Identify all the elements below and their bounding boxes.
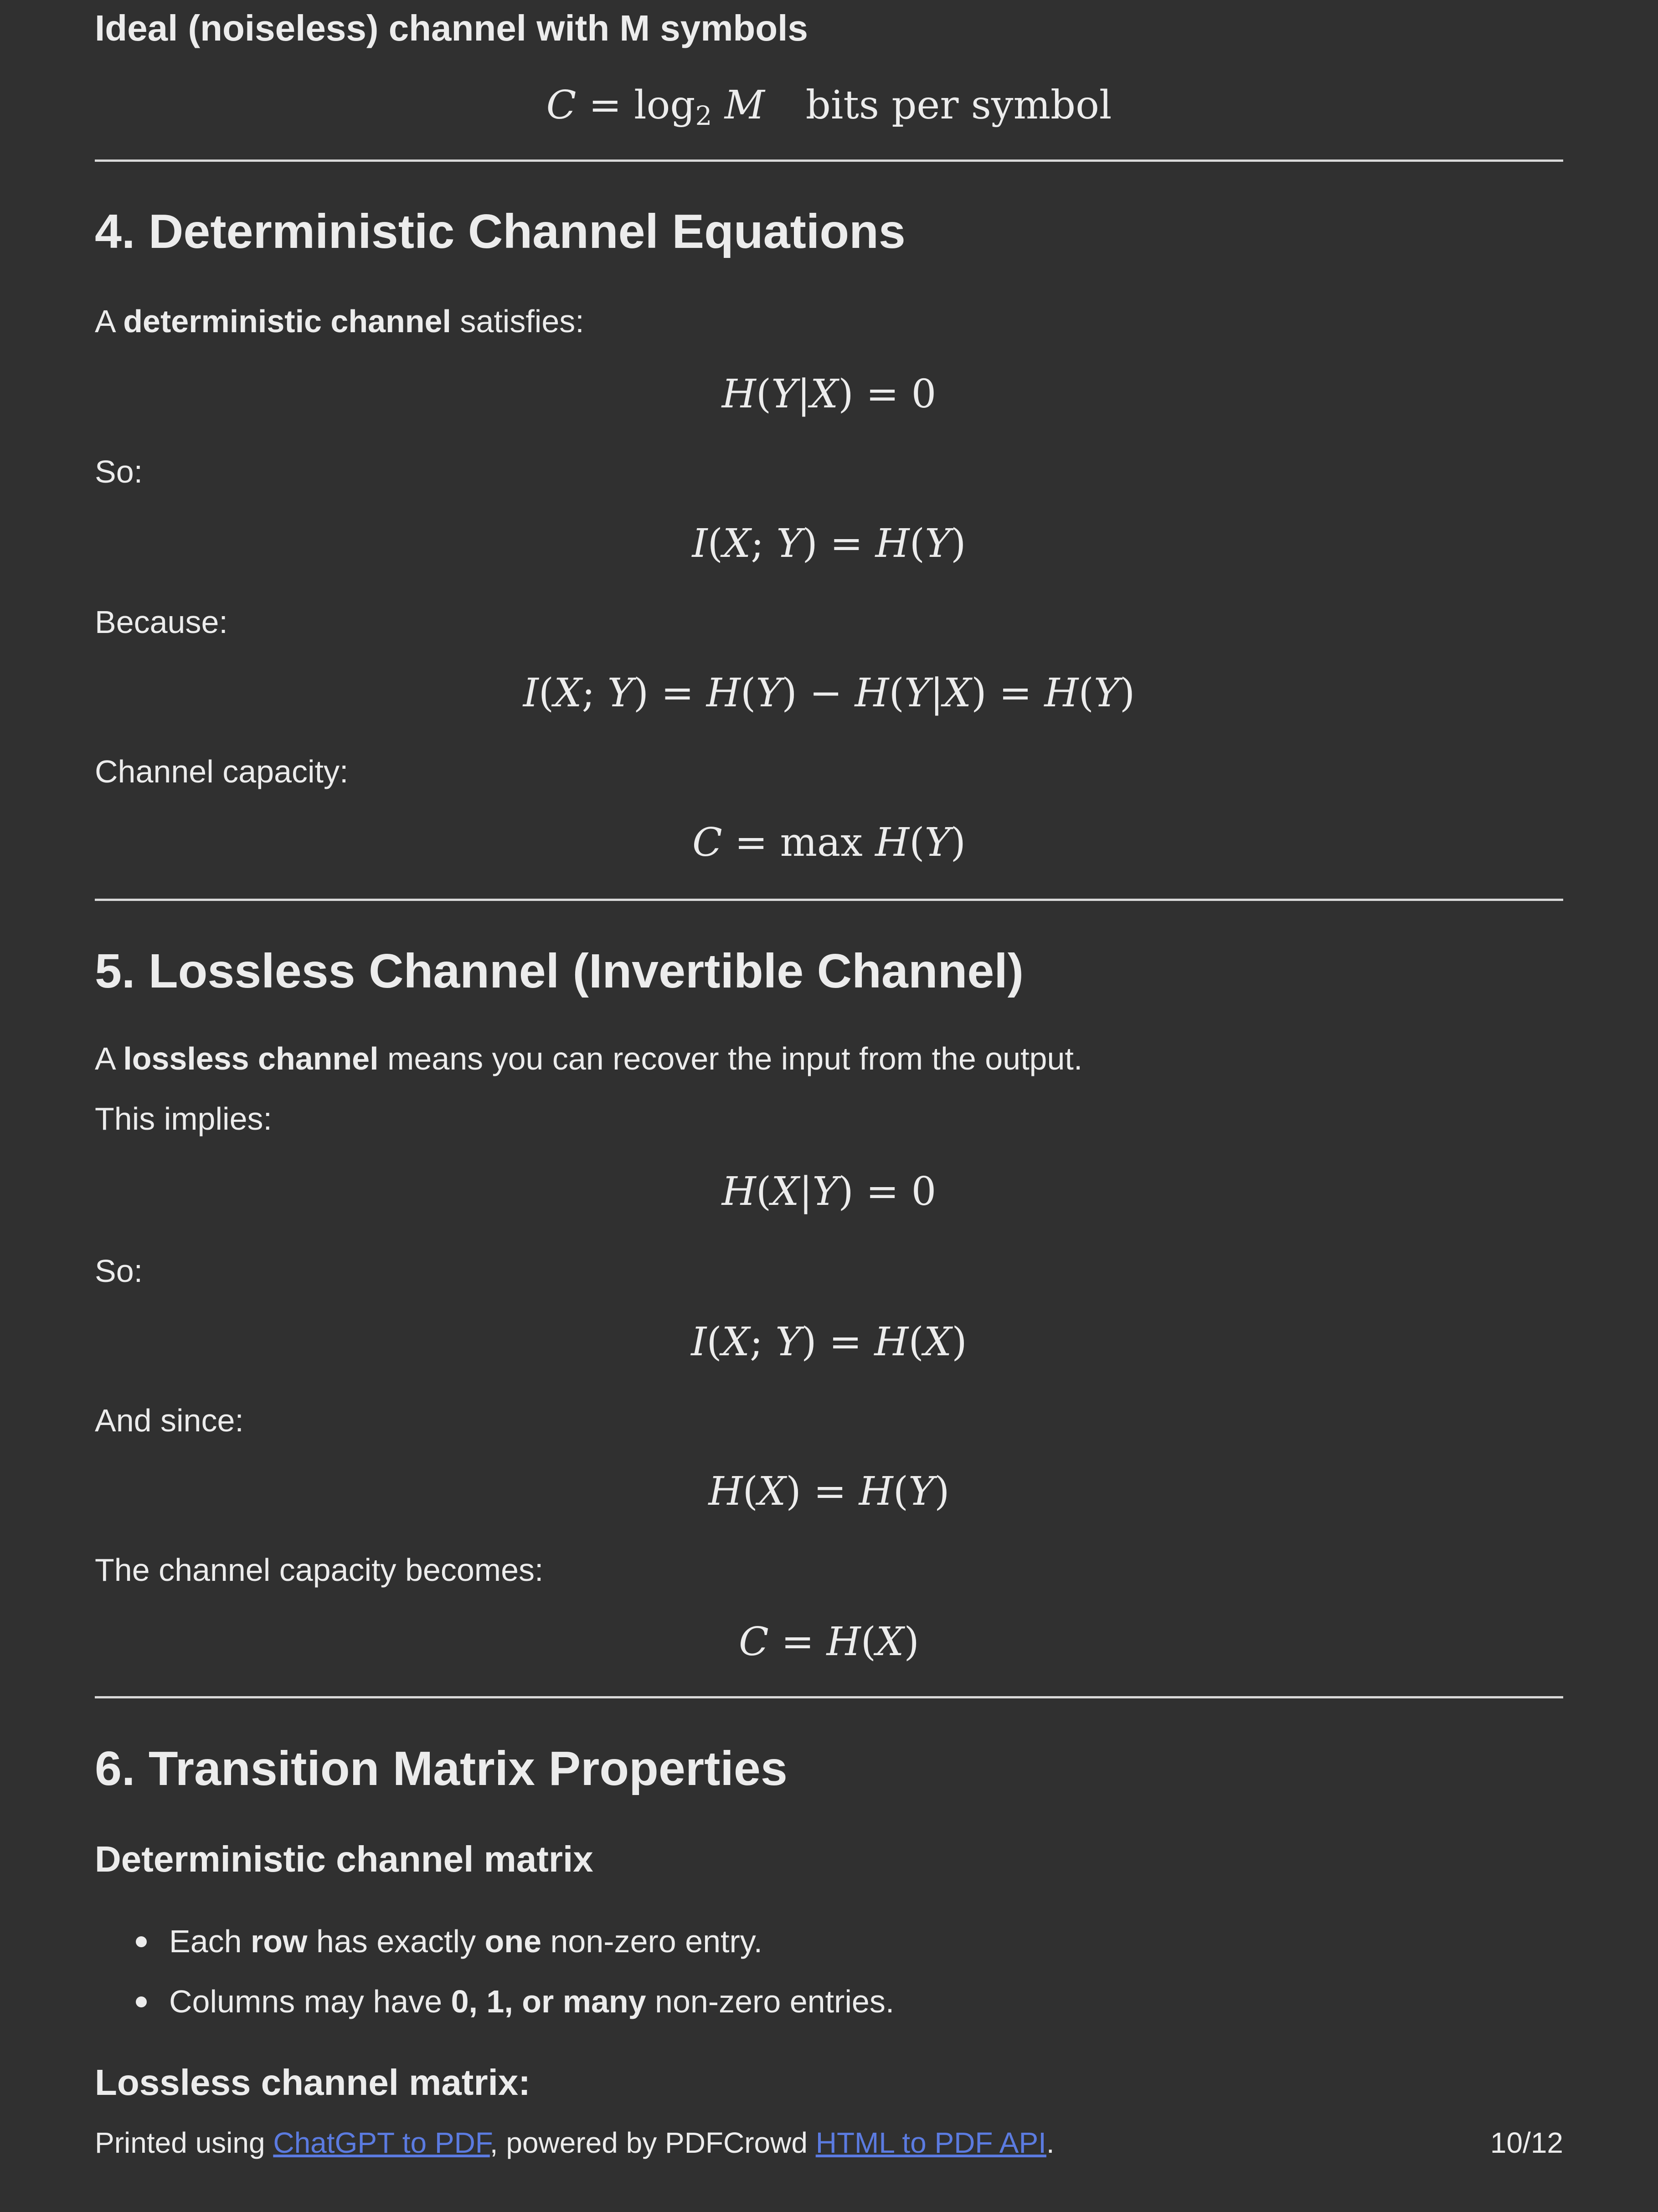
bullet-text: Columns may have bbox=[169, 1984, 443, 2019]
bullet-text: non-zero entries. bbox=[655, 1984, 895, 2019]
print-footer bbox=[95, 2128, 1563, 2157]
html-to-pdf-api-link[interactable]: HTML to PDF API bbox=[815, 2126, 1046, 2159]
lossless-matrix-subheading: Lossless channel matrix: bbox=[95, 2062, 530, 2103]
capacity-becomes-label: The channel capacity becomes: bbox=[95, 1552, 544, 1588]
deterministic-matrix-list bbox=[95, 1925, 894, 2046]
equation-mutual-info-expansion: I(X; Y) = H(Y) − H(Y|X) = H(Y) bbox=[523, 670, 1135, 716]
bullet-text: has exactly bbox=[316, 1924, 476, 1959]
list-item bbox=[95, 1925, 894, 1986]
bullet-icon bbox=[136, 1996, 147, 2007]
section-4-title: 4. Deterministic Channel Equations bbox=[95, 205, 906, 258]
this-implies-label: This implies: bbox=[95, 1101, 272, 1137]
bullet-text: Each bbox=[169, 1924, 242, 1959]
section-6-title: 6. Transition Matrix Properties bbox=[95, 1742, 788, 1795]
bullet-bold: one bbox=[484, 1924, 541, 1959]
section-5-title: 5. Lossless Channel (Invertible Channel) bbox=[95, 944, 1024, 998]
footer-middle: , powered by PDFCrowd bbox=[489, 2126, 808, 2159]
bullet-bold: 0, 1, or many bbox=[451, 1984, 646, 2019]
divider bbox=[95, 159, 1563, 162]
equation-capacity-hx: C = H(X) bbox=[739, 1619, 919, 1665]
intro-bold-term: lossless channel bbox=[123, 1041, 379, 1076]
ideal-capacity-formula: $C = \log_2 M$ bits per symbol bbox=[546, 82, 1112, 131]
intro-prefix: A bbox=[95, 304, 114, 339]
formula-suffix: bits per symbol bbox=[805, 82, 1112, 128]
list-item bbox=[95, 1986, 894, 2046]
section-5-intro bbox=[95, 1043, 1563, 1075]
and-since-label: And since: bbox=[95, 1403, 244, 1438]
equation-capacity-max-hy: C = max H(Y) bbox=[692, 820, 966, 865]
so-label: So: bbox=[95, 1253, 143, 1289]
intro-prefix: A bbox=[95, 1041, 114, 1076]
because-label: Because: bbox=[95, 604, 228, 640]
bullet-icon bbox=[136, 1936, 147, 1947]
intro-suffix: satisfies: bbox=[460, 304, 584, 339]
so-label: So: bbox=[95, 454, 143, 489]
bullet-bold: row bbox=[251, 1924, 308, 1959]
equation-h-y-given-x: H(Y|X) = 0 bbox=[721, 371, 937, 417]
divider bbox=[95, 1696, 1563, 1698]
equation-mutual-info-hx: I(X; Y) = H(X) bbox=[691, 1319, 967, 1365]
chatgpt-to-pdf-link[interactable]: ChatGPT to PDF bbox=[273, 2126, 490, 2159]
footer-prefix: Printed using bbox=[95, 2126, 265, 2159]
page-number: 10/12 bbox=[1490, 2126, 1563, 2159]
footer-suffix: . bbox=[1046, 2126, 1055, 2159]
divider bbox=[95, 899, 1563, 901]
bullet-text: non-zero entry. bbox=[550, 1924, 763, 1959]
section-4-intro bbox=[95, 305, 1563, 337]
equation-hx-equals-hy: H(X) = H(Y) bbox=[708, 1469, 950, 1514]
equation-mutual-info-hy: I(X; Y) = H(Y) bbox=[692, 521, 966, 566]
ideal-channel-heading: Ideal (noiseless) channel with M symbols bbox=[95, 8, 808, 48]
deterministic-matrix-subheading: Deterministic channel matrix bbox=[95, 1839, 593, 1879]
intro-suffix: means you can recover the input from the output. bbox=[387, 1041, 1083, 1076]
intro-bold-term: deterministic channel bbox=[123, 304, 451, 339]
equation-h-x-given-y: H(X|Y) = 0 bbox=[721, 1169, 937, 1214]
channel-capacity-label: Channel capacity: bbox=[95, 754, 349, 789]
